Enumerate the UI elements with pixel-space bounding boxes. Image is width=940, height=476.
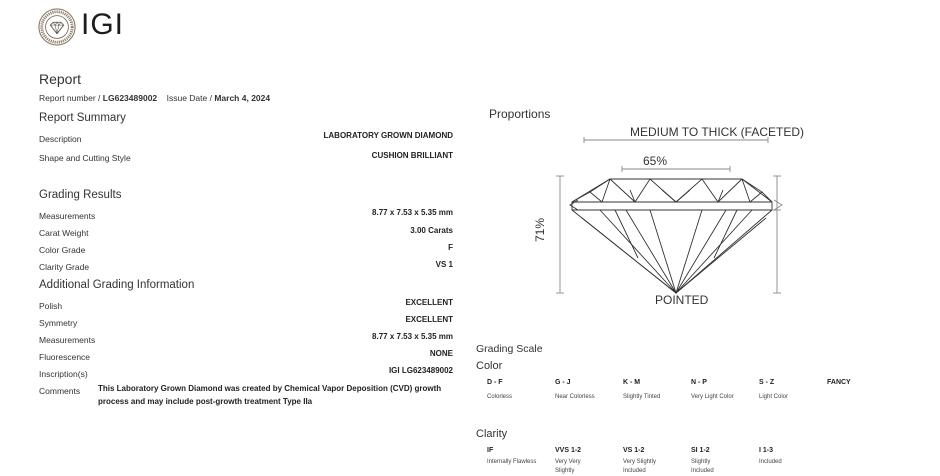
grading-label: Clarity Grade: [39, 262, 90, 272]
additional-label: Fluorescence: [39, 352, 91, 362]
summary-title: Report Summary: [39, 112, 126, 124]
additional-value: 8.77 x 7.53 x 5.35 mm: [372, 332, 453, 341]
grading-scale-title: Grading Scale: [476, 343, 543, 355]
report-title: Report: [39, 71, 82, 87]
color-grade-desc: Near Colorless: [555, 394, 595, 400]
additional-label: Measurements: [39, 335, 96, 345]
additional-value: IGI LG623489002: [388, 366, 453, 375]
clarity-grade: I 1-3: [759, 447, 774, 454]
clarity-grade-desc: Included: [759, 459, 782, 465]
proportions-diagram: [530, 118, 820, 318]
clarity-grade: VS 1-2: [623, 447, 645, 454]
report-number-label: Report number /: [39, 93, 101, 103]
diamond-profile-diagram: [530, 118, 820, 318]
grading-value: F: [448, 243, 453, 252]
clarity-grade-desc: Very Slightly Included: [623, 459, 657, 474]
comments-value: This Laboratory Grown Diamond was created by Chemical Vapor Deposition (CVD) growth process and may include post-growth treatment Type IIa: [98, 384, 442, 406]
grading-value: VS 1: [435, 260, 453, 269]
color-grade: S - Z: [759, 379, 775, 386]
clarity-scale-title: Clarity: [476, 428, 508, 440]
additional-value: EXCELLENT: [405, 298, 453, 307]
color-grade: G - J: [555, 379, 571, 386]
grading-label: Carat Weight: [39, 228, 89, 238]
color-grade-desc: Colorless: [487, 394, 513, 400]
comments-label: Comments: [39, 386, 81, 396]
grading-label: Color Grade: [39, 245, 86, 255]
additional-label: Symmetry: [39, 318, 78, 328]
report-meta: [39, 93, 270, 103]
additional-label: Polish: [39, 301, 63, 311]
color-grade: N - P: [691, 379, 707, 386]
color-scale-title: Color: [476, 360, 503, 372]
girdle-label: MEDIUM TO THICK (FACETED): [630, 125, 805, 139]
clarity-grade: IF: [487, 447, 494, 454]
summary-label: Shape and Cutting Style: [39, 153, 131, 163]
clarity-grade: VVS 1-2: [555, 447, 582, 454]
grading-label: Measurements: [39, 211, 96, 221]
additional-value: NONE: [429, 349, 453, 358]
color-grade: K - M: [623, 379, 641, 386]
depth-percent: 71%: [533, 217, 547, 242]
summary-label: Description: [39, 134, 82, 144]
additional-title: Additional Grading Information: [39, 279, 195, 291]
color-grade-desc: Very Light Color: [691, 394, 734, 400]
grading-value: 3.00 Carats: [410, 226, 453, 235]
issue-date-label: Issue Date /: [166, 93, 212, 103]
summary-value: LABORATORY GROWN DIAMOND: [323, 131, 453, 140]
clarity-grade-desc: Internally Flawless: [487, 459, 537, 465]
summary-value: CUSHION BRILLIANT: [371, 151, 453, 160]
culet-label: POINTED: [655, 293, 709, 307]
issue-date-value: March 4, 2024: [214, 93, 271, 103]
clarity-grade-desc: Slightly Included: [691, 459, 714, 474]
clarity-grade: SI 1-2: [691, 447, 710, 454]
grading-value: 8.77 x 7.53 x 5.35 mm: [372, 208, 453, 217]
proportions-title: Proportions: [489, 107, 551, 121]
grading-title: Grading Results: [39, 189, 122, 201]
report-number-value: LG623489002: [102, 93, 158, 103]
color-grade: FANCY: [827, 379, 851, 386]
table-percent: 65%: [643, 154, 668, 168]
logo-text: IGI: [81, 8, 125, 41]
igi-seal-icon: [38, 8, 76, 46]
clarity-grade-desc: Very Very Slightly: [555, 459, 581, 474]
additional-label: Inscription(s): [39, 369, 88, 379]
additional-value: EXCELLENT: [405, 315, 453, 324]
color-grade: D - F: [487, 379, 503, 386]
color-grade-desc: Slightly Tinted: [623, 394, 661, 400]
color-grade-desc: Light Color: [759, 394, 789, 400]
